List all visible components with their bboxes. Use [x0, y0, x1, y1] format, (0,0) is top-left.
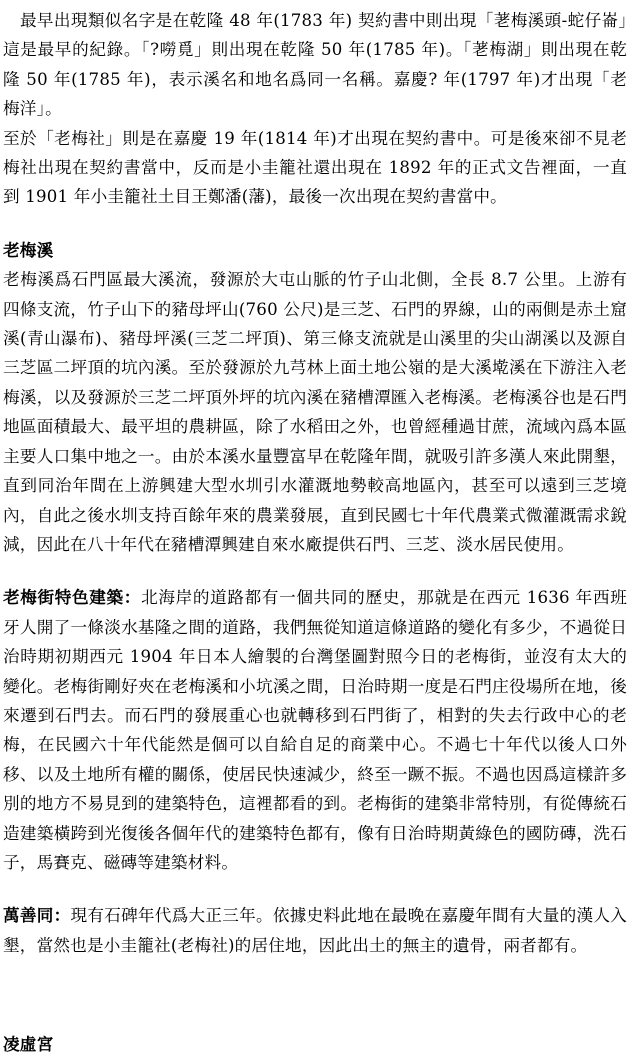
intro-paragraph-2: 至於「老梅社」則是在嘉慶 19 年(1814 年)才出現在契約書中。可是後來卻不見老梅社出現在契約書當中，反而是小圭籠社還出現在 1892 年的正式文告裡面，一直到 1901 年小圭籠社土目王鄭潘(藩)，最後一次出現在契約書當中。	[3, 128, 627, 207]
section-wanshantong	[3, 901, 627, 960]
section-body-laomei-stream: 老梅溪爲石門區最大溪流，發源於大屯山脈的竹子山北側，全長 8.7 公里。上游有四條支流，竹子山下的豬母坪山(760 公尺)是三芝、石門的界線，山的兩側是赤土窟溪(青山瀑布)、豬母坪溪(三芝二坪頂)、第三條支流就是山溪里的尖山湖溪以及源自三芝區二坪頂的坑內溪。至於發源於九芎林上面土地公嶺的是大溪墘溪在下游注入老梅溪，以及發源於三芝二坪頂外坪的坑內溪在豬槽潭匯入老梅溪。老梅溪谷也是石門地區面積最大、最平坦的農耕區，除了水稻田之外，也曾經種過甘蔗，流域內爲本區主要人口集中地之一。由於本溪水量豐富早在乾隆年間，就吸引許多漢人來此開墾，直到同治年間在上游興建大型水圳引水灌溉地勢較高地區內，甚至可以遠到三芝境內，自此之後水圳支持百餘年來的農業發展，直到民國七十年代農業式微灌溉需求銳減，因此在八十年代在豬槽潭興建自來水廠提供石門、三芝、淡水居民使用。	[3, 270, 627, 554]
section-lead-wanshantong: 萬善同：	[3, 905, 71, 926]
section-heading-laomei-stream: 老梅溪	[3, 239, 54, 260]
spacer	[3, 559, 627, 583]
section-laomei-street-architecture	[3, 583, 627, 877]
spacer	[3, 960, 627, 1030]
section-body-wanshantong: 現有石碑年代爲大正三年。依據史料此地在最晚在嘉慶年間有大量的漢人入墾，當然也是小圭籠社(老梅社)的居住地，因此出土的無主的遺骨，兩者都有。	[3, 906, 627, 955]
section-body-laomei-street: 北海岸的道路都有一個共同的歷史，那就是在西元 1636 年西班牙人開了一條淡水基隆之間的道路，我們無從知道這條道路的變化有多少，不過從日治時期初期西元 1904 年日本人繪製的台灣堡圖對照今日的老梅街，並沒有太大的變化。老梅街剛好夾在老梅溪和小坑溪之間，日治時期一度是石門庄役場所在地，後來遷到石門去。而石門的發展重心也就轉移到石門街了，相對的失去行政中心的老梅，在民國六十年代能然是個可以自給自足的商業中心。不過七十年代以後人口外移、以及土地所有權的關係，使居民快速減少，終至一蹶不振。不過也因爲這樣許多別的地方不易見到的建築特色，這裡都看的到。老梅街的建築非常特別，有從傳統石造建築橫跨到光復後各個年代的建築特色都有，像有日治時期黃綠色的國防磚，洗石子，馬賽克、磁磚等建築材料。	[3, 588, 627, 872]
intro-paragraph-1: 最早出現類似名字是在乾隆 48 年(1783 年) 契約書中則出現「荖梅溪頭-蛇仔崙」這是最早的紀錄。「?嘮覓」則出現在乾隆 50 年(1785 年)。「荖梅湖」則出現在乾隆 50 年(1785 年)，表示溪名和地名爲同一名稱。嘉慶? 年(1797 年)才出現「老梅洋」。	[3, 11, 627, 119]
section-heading-lingxu-temple: 凌虛宮	[3, 1034, 54, 1055]
spacer	[3, 212, 627, 236]
section-lead-laomei-street: 老梅街特色建築：	[3, 587, 142, 608]
spacer	[3, 877, 627, 901]
